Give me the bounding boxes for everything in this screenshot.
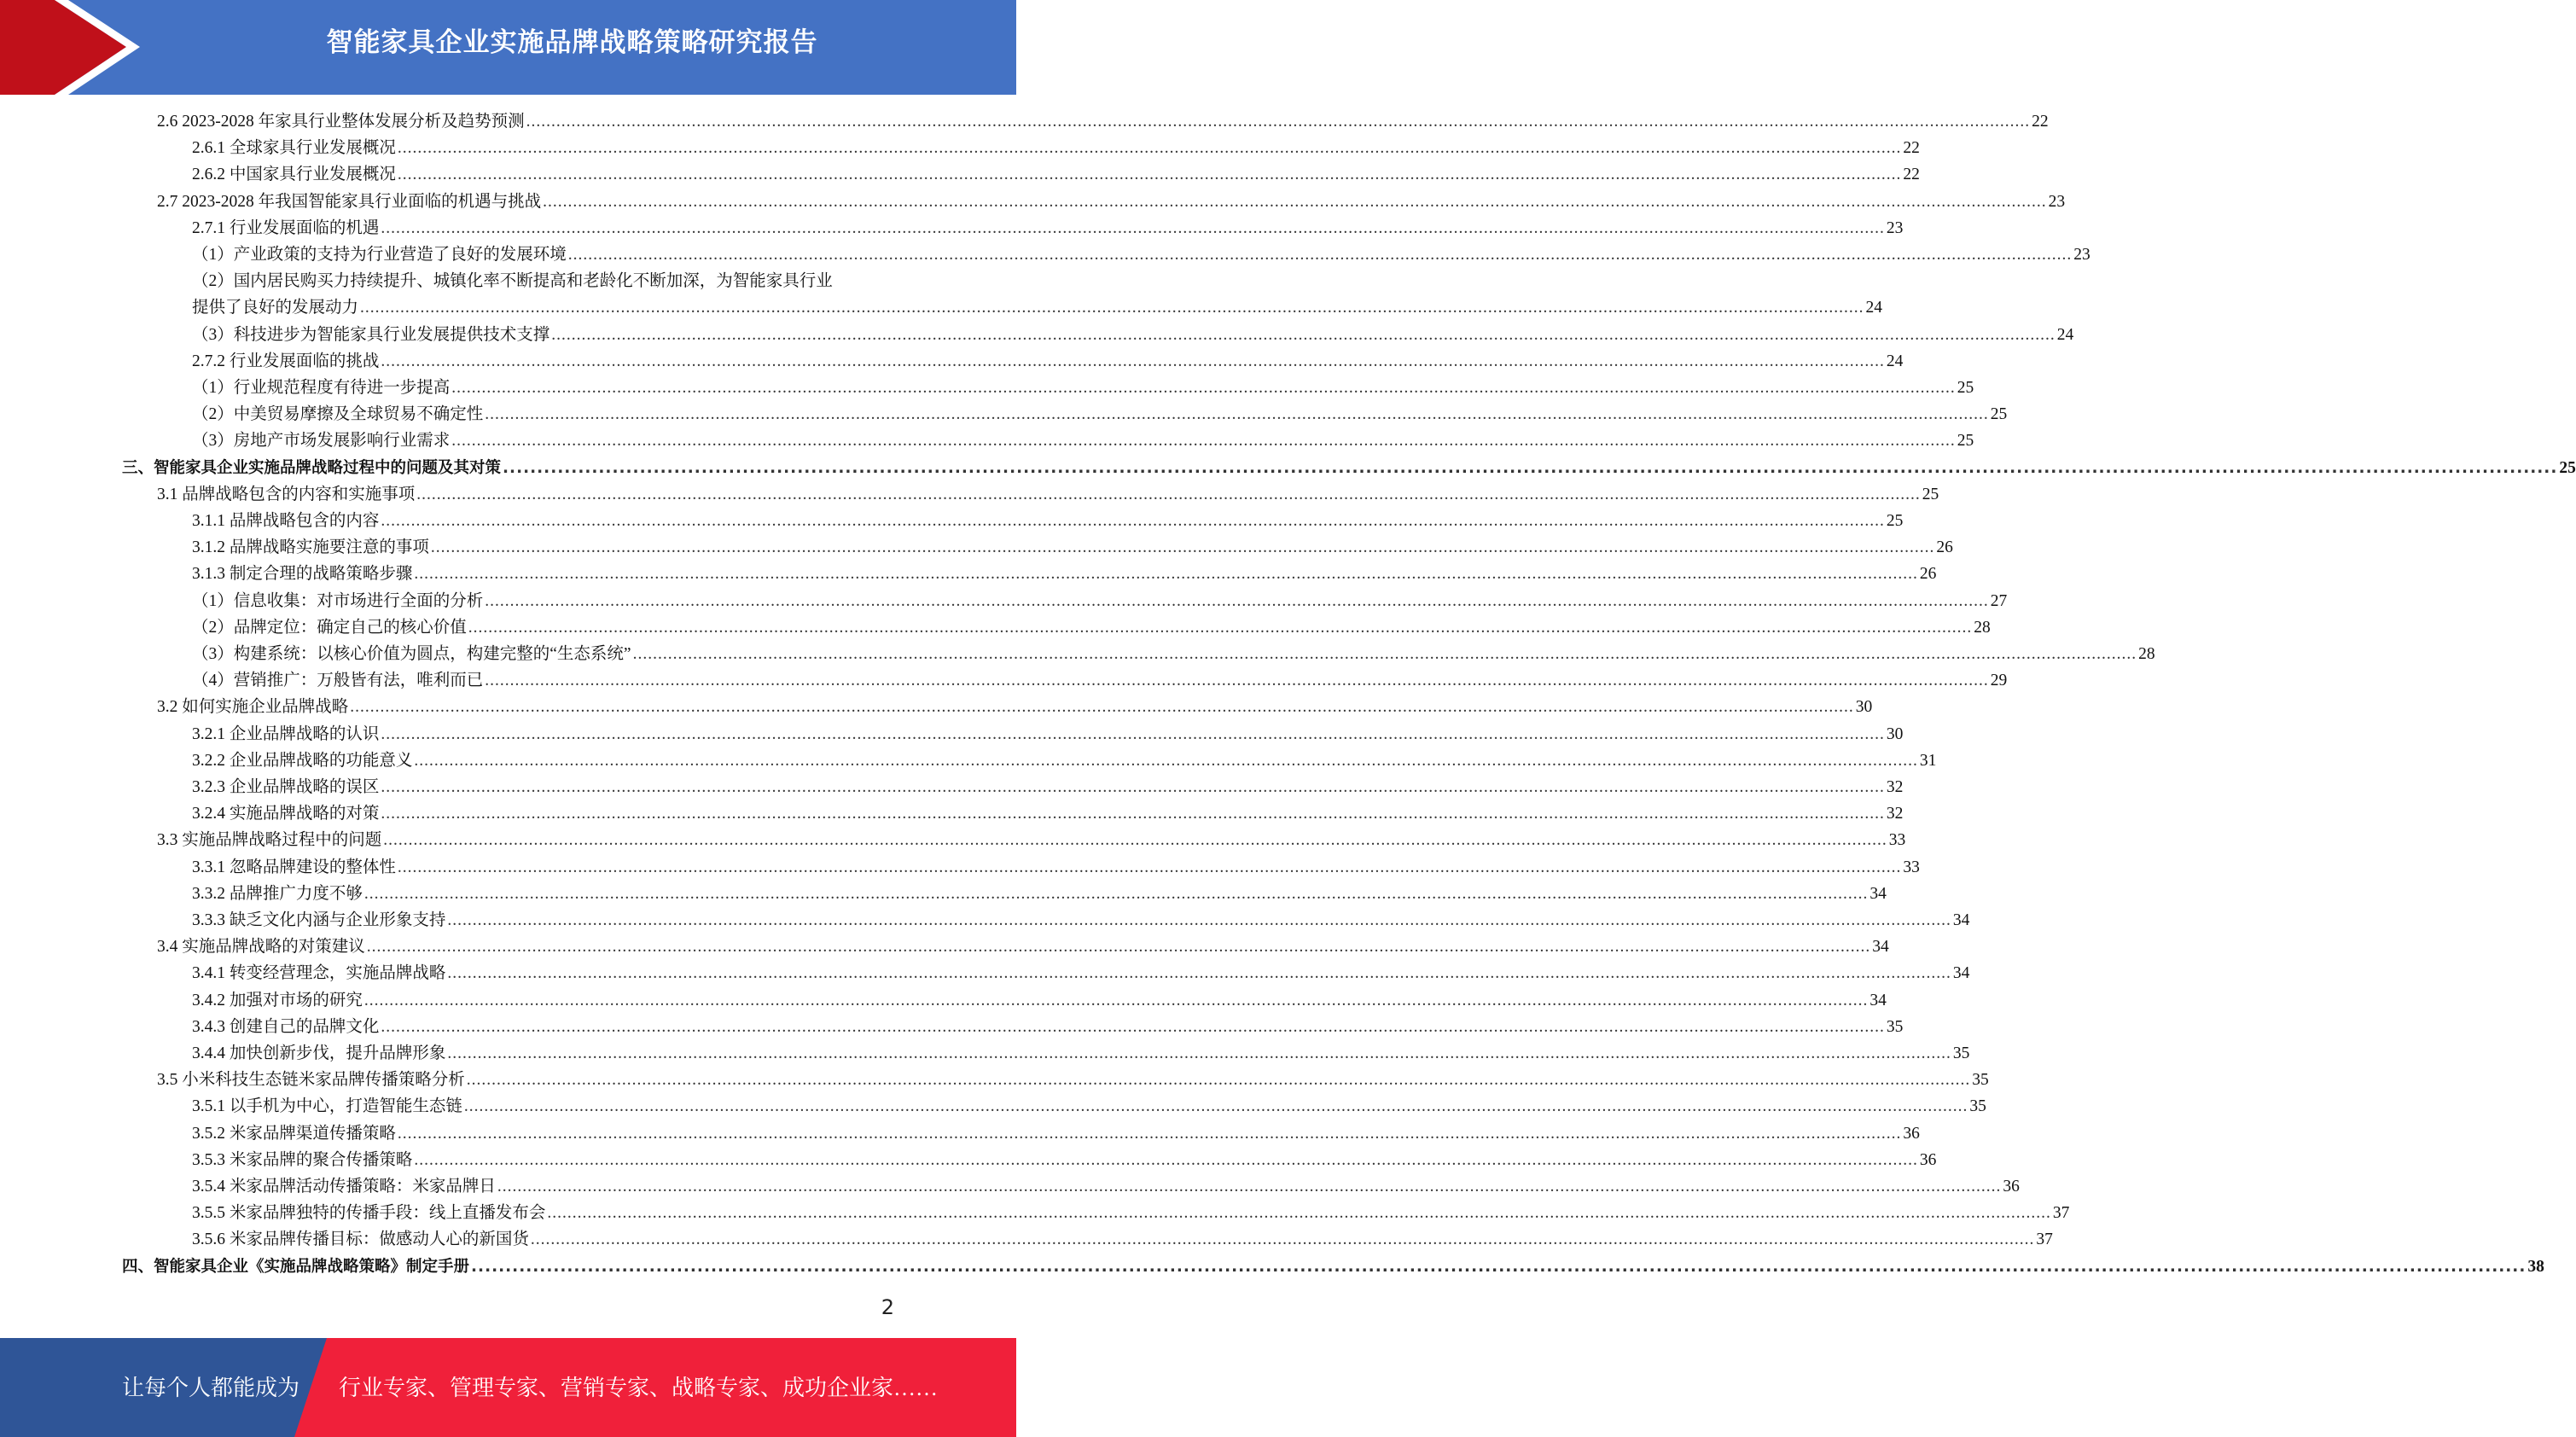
toc-entry-page: 32 xyxy=(1886,805,1904,823)
toc-entry-page: 22 xyxy=(1903,166,1920,183)
toc-entry-page: 22 xyxy=(2032,113,2049,131)
toc-entry-text: （4）营销推广：万般皆有法，唯利而已 xyxy=(192,672,484,689)
toc-leader-dots: ............................................................................................................................................................................................................................................................................................................ xyxy=(381,1018,1885,1036)
toc-leader-dots: ............................................................................................................................................................................................................................................................................................................ xyxy=(381,352,1885,370)
toc-entry[interactable] xyxy=(157,1067,1989,1093)
toc-entry-page: 30 xyxy=(1855,698,1873,716)
toc-entry-page: 25 xyxy=(1957,432,1974,450)
toc-entry-text: 三、智能家具企业实施品牌战略过程中的问题及其对策 xyxy=(122,459,502,477)
toc-leader-dots: ............................................................................................................................................................................................................................................................................................................ xyxy=(551,326,2056,344)
toc-entry-page: 36 xyxy=(1919,1151,1937,1169)
toc-leader-dots: ............................................................................................................................................................................................................................................................................................................ xyxy=(485,405,1989,423)
toc-entry-text: 3.5 小米科技生态链米家品牌传播策略分析 xyxy=(157,1071,465,1089)
toc-entry-text: 3.5.2 米家品牌渠道传播策略 xyxy=(192,1125,396,1143)
toc-entry[interactable] xyxy=(192,854,1920,881)
toc-entry-text: 2.7.2 行业发展面临的挑战 xyxy=(192,352,380,370)
toc-entry-page: 34 xyxy=(1952,964,1970,982)
toc-entry-text: 3.5.4 米家品牌活动传播策略：米家品牌日 xyxy=(192,1178,496,1196)
toc-entry[interactable] xyxy=(192,294,1883,321)
toc-entry-page: 35 xyxy=(1969,1097,1986,1115)
toc-leader-dots: ............................................................................................................................................................................................................................................................................................................ xyxy=(381,219,1885,237)
toc-entry-page: 25 xyxy=(1957,379,1974,397)
toc-entry-page: 32 xyxy=(1886,778,1904,796)
toc-entry[interactable] xyxy=(157,108,2049,135)
toc-entry-page: 22 xyxy=(1903,139,1920,157)
toc-entry[interactable] xyxy=(157,481,1939,508)
page-footer xyxy=(0,1338,1016,1437)
toc-entry-page: 23 xyxy=(1886,219,1904,237)
toc-entry-text: 四、智能家具企业《实施品牌战略策略》制定手册 xyxy=(122,1258,470,1276)
toc-leader-dots: ............................................................................................................................................................................................................................................................................................................ xyxy=(547,1204,2051,1222)
toc-entry-page: 37 xyxy=(2036,1230,2053,1248)
toc-leader-dots: ............................................................................................................................................................................................................................................................................................................ xyxy=(397,858,1902,876)
toc-entry-page: 35 xyxy=(1886,1018,1904,1036)
toc-entry[interactable] xyxy=(192,1040,1970,1067)
toc-entry[interactable] xyxy=(192,241,2090,268)
toc-entry-text: （3）构建系统：以核心价值为圆点，构建完整的“生态系统” xyxy=(192,645,631,663)
toc-leader-dots: ............................................................................................................................................................................................................................................................................................................ xyxy=(530,1230,2035,1248)
toc-entry[interactable] xyxy=(192,215,1904,241)
toc-entry-page: 24 xyxy=(1865,299,1883,317)
toc-entry-text: 2.7 2023-2028 年我国智能家具行业面临的机遇与挑战 xyxy=(157,193,542,211)
toc-entry-text: 3.5.5 米家品牌独特的传播手段：线上直播发布会 xyxy=(192,1204,546,1222)
toc-leader-dots: ............................................................................................................................................................................................................................................................................................................ xyxy=(397,166,1902,183)
toc-entry[interactable] xyxy=(192,907,1970,934)
toc-entry[interactable] xyxy=(192,748,1937,774)
toc-entry[interactable] xyxy=(192,428,1974,454)
toc-entry-text: （2）国内居民购买力持续提升、城镇化率不断提高和老龄化不断加深，为智能家具行业 xyxy=(192,272,833,290)
toc-entry-text: 3.4.3 创建自己的品牌文化 xyxy=(192,1018,380,1036)
toc-entry[interactable] xyxy=(192,1226,2053,1253)
toc-entry-text: 3.3.2 品牌推广力度不够 xyxy=(192,885,363,903)
toc-entry-text: 3.5.6 米家品牌传播目标：做感动人心的新国货 xyxy=(192,1230,529,1248)
toc-leader-dots: ............................................................................................................................................................................................................................................................................................................ xyxy=(463,1097,1968,1115)
toc-leader-dots: ............................................................................................................................................................................................................................................................................................................ xyxy=(366,938,1871,956)
toc-leader-dots: ............................................................................................................................................................................................................................................................................................................ xyxy=(414,1151,1918,1169)
toc-entry[interactable] xyxy=(122,1254,2544,1280)
toc-entry-text: （1）行业规范程度有待进一步提高 xyxy=(192,379,451,397)
toc-leader-dots: ............................................................................................................................................................................................................................................................................................................ xyxy=(414,565,1918,583)
toc-entry-page: 31 xyxy=(1919,752,1937,770)
toc-entry[interactable] xyxy=(192,1147,1937,1173)
toc-entry-text: （3）科技进步为智能家具行业发展提供技术支撑 xyxy=(192,326,550,344)
toc-entry-page: 38 xyxy=(2527,1258,2544,1276)
toc-entry-page: 34 xyxy=(1872,938,1889,956)
page-header xyxy=(0,0,1016,95)
toc-leader-dots: ............................................................................................................................................................................................................................................................................................................ xyxy=(414,752,1918,770)
toc-entry[interactable] xyxy=(192,1093,1986,1120)
toc-entry-page: 28 xyxy=(1974,619,1991,637)
toc-entry-text: 3.2.1 企业品牌战略的认识 xyxy=(192,725,380,743)
toc-entry-text: 3.5.3 米家品牌的聚合传播策略 xyxy=(192,1151,413,1169)
toc-entry-text: 3.2 如何实施企业品牌战略 xyxy=(157,698,349,716)
toc-entry-page: 26 xyxy=(1919,565,1937,583)
toc-entry-text: 2.7.1 行业发展面临的机遇 xyxy=(192,219,380,237)
toc-leader-dots: ............................................................................................................................................................................................................................................................................................................ xyxy=(381,778,1885,796)
toc-leader-dots: ............................................................................................................................................................................................................................................................................................................ xyxy=(360,299,1864,317)
toc-entry-page: 26 xyxy=(1936,538,1953,556)
toc-entry-text: （2）中美贸易摩擦及全球贸易不确定性 xyxy=(192,405,484,423)
toc-entry[interactable] xyxy=(157,934,1889,960)
toc-leader-dots: ............................................................................................................................................................................................................................................................................................................ xyxy=(381,512,1885,530)
toc-entry-text: 3.1.3 制定合理的战略策略步骤 xyxy=(192,565,413,583)
toc-leader-dots: ............................................................................................................................................................................................................................................................................................................ xyxy=(381,805,1885,823)
toc-entry-page: 23 xyxy=(2048,193,2066,211)
toc-entry[interactable] xyxy=(192,135,1920,161)
toc-leader-dots: ............................................................................................................................................................................................................................................................................................................ xyxy=(383,831,1887,849)
toc-entry-page: 34 xyxy=(1952,911,1970,929)
toc-entry-text: 2.6.2 中国家具行业发展概况 xyxy=(192,166,396,183)
toc-entry-page: 34 xyxy=(1869,992,1887,1009)
toc-leader-dots: ............................................................................................................................................................................................................................................................................................................ xyxy=(497,1178,2002,1196)
toc-entry[interactable] xyxy=(157,827,1906,853)
toc-entry[interactable] xyxy=(192,322,2074,348)
toc-leader-dots: ............................................................................................................................................................................................................................................................................................................ xyxy=(466,1071,1971,1089)
toc-entry-page: 23 xyxy=(2073,246,2090,264)
toc-leader-dots: ............................................................................................................................................................................................................................................................................................................ xyxy=(451,379,1956,397)
toc-entry[interactable] xyxy=(192,534,1953,561)
page-number: 2 xyxy=(881,1295,894,1319)
footer-slogan-left: 让每个人都能成为 xyxy=(122,1376,300,1400)
toc-entry-page: 29 xyxy=(1990,672,2008,689)
toc-leader-dots: ............................................................................................................................................................................................................................................................................................................ xyxy=(485,672,1989,689)
toc-entry-text: 3.1 品牌战略包含的内容和实施事项 xyxy=(157,486,416,503)
toc-leader-dots: ............................................................................................................................................................................................................................................................................................................ xyxy=(430,538,1935,556)
toc-entry[interactable] xyxy=(192,960,1970,986)
toc-leader-dots: ............................................................................................................................................................................................................................................................................................................ xyxy=(363,885,1869,903)
toc-entry-page: 33 xyxy=(1903,858,1920,876)
toc-entry-text: （1）产业政策的支持为行业营造了良好的发展环境 xyxy=(192,246,567,264)
toc-entry[interactable] xyxy=(192,881,1887,907)
toc-entry-text: 3.3 实施品牌战略过程中的问题 xyxy=(157,831,382,849)
toc-entry-text: （1）信息收集：对市场进行全面的分析 xyxy=(192,592,484,610)
toc-entry-page: 25 xyxy=(2559,459,2576,477)
toc-entry[interactable] xyxy=(192,401,2008,428)
toc-leader-dots: ............................................................................................................................................................................................................................................................................................................ xyxy=(471,1258,2527,1276)
toc-entry-text: 3.1.2 品牌战略实施要注意的事项 xyxy=(192,538,429,556)
toc-leader-dots: ............................................................................................................................................................................................................................................................................................................ xyxy=(632,645,2137,663)
toc-entry-page: 36 xyxy=(2003,1178,2020,1196)
toc-leader-dots: ............................................................................................................................................................................................................................................................................................................ xyxy=(468,619,1973,637)
toc-leader-dots: ............................................................................................................................................................................................................................................................................................................ xyxy=(543,193,2047,211)
toc-entry-page: 25 xyxy=(1886,512,1904,530)
toc-leader-dots: ............................................................................................................................................................................................................................................................................................................ xyxy=(397,139,1902,157)
toc-leader-dots: ............................................................................................................................................................................................................................................................................................................ xyxy=(447,911,1951,929)
toc-entry[interactable] xyxy=(192,375,1974,401)
toc-leader-dots: ............................................................................................................................................................................................................................................................................................................ xyxy=(447,1044,1951,1062)
toc-entry[interactable] xyxy=(192,641,2155,667)
toc-leader-dots: ............................................................................................................................................................................................................................................................................................................ xyxy=(447,964,1951,982)
toc-entry-page: 30 xyxy=(1886,725,1904,743)
toc-entry-text: 3.4.2 加强对市场的研究 xyxy=(192,992,363,1009)
toc-entry-page: 25 xyxy=(1922,486,1939,503)
toc-entry-page: 35 xyxy=(1952,1044,1970,1062)
toc-entry-page: 33 xyxy=(1888,831,1906,849)
toc-entry[interactable] xyxy=(192,561,1937,587)
toc-entry-page: 28 xyxy=(2138,645,2155,663)
toc-leader-dots: ............................................................................................................................................................................................................................................................................................................ xyxy=(397,1125,1902,1143)
toc-entry-text: 3.4 实施品牌战略的对策建议 xyxy=(157,938,365,956)
toc-entry-page: 27 xyxy=(1990,592,2008,610)
toc-entry-text: 3.2.3 企业品牌战略的误区 xyxy=(192,778,380,796)
toc-entry-text: 3.3.1 忽略品牌建设的整体性 xyxy=(192,858,396,876)
toc-entry[interactable] xyxy=(192,588,2008,614)
toc-leader-dots: ............................................................................................................................................................................................................................................................................................................ xyxy=(503,459,2558,477)
toc-entry-text: 提供了良好的发展动力 xyxy=(192,299,359,317)
toc-entry[interactable] xyxy=(122,455,2576,481)
toc-leader-dots: ............................................................................................................................................................................................................................................................................................................ xyxy=(567,246,2073,264)
toc-entry-text: （2）品牌定位：确定自己的核心价值 xyxy=(192,619,467,637)
toc-entry[interactable] xyxy=(192,1173,2020,1200)
toc-entry-text: 3.2.2 企业品牌战略的功能意义 xyxy=(192,752,413,770)
toc-entry[interactable] xyxy=(157,694,1873,720)
footer-slogan-right: 行业专家、管理专家、营销专家、战略专家、成功企业家…… xyxy=(339,1376,939,1400)
toc-entry-text: 2.6.1 全球家具行业发展概况 xyxy=(192,139,396,157)
report-title: 智能家具企业实施品牌战略策略研究报告 xyxy=(326,27,818,58)
toc-entry[interactable] xyxy=(192,508,1904,534)
toc-entry-page: 36 xyxy=(1903,1125,1920,1143)
toc-entry[interactable] xyxy=(157,189,2066,215)
toc-entry-page: 24 xyxy=(2056,326,2074,344)
toc-entry-page: 35 xyxy=(1972,1071,1989,1089)
toc-entry[interactable] xyxy=(192,987,1887,1014)
toc-entry[interactable] xyxy=(192,614,1991,641)
toc-entry[interactable] xyxy=(192,1120,1920,1147)
toc-leader-dots: ............................................................................................................................................................................................................................................................................................................ xyxy=(526,113,2031,131)
toc-entry[interactable] xyxy=(192,1014,1904,1040)
toc-entry-text: 3.2.4 实施品牌战略的对策 xyxy=(192,805,380,823)
toc-entry-text: 3.5.1 以手机为中心，打造智能生态链 xyxy=(192,1097,462,1115)
toc-leader-dots: ............................................................................................................................................................................................................................................................................................................ xyxy=(485,592,1989,610)
toc-entry[interactable] xyxy=(192,348,1904,375)
toc-entry[interactable] xyxy=(192,774,1904,800)
toc-entry[interactable] xyxy=(192,667,2008,694)
toc-leader-dots: ............................................................................................................................................................................................................................................................................................................ xyxy=(416,486,1921,503)
toc-entry-page: 24 xyxy=(1886,352,1904,370)
toc-entry-text: 3.1.1 品牌战略包含的内容 xyxy=(192,512,380,530)
toc-entry[interactable] xyxy=(192,721,1904,748)
toc-entry-text: 3.3.3 缺乏文化内涵与企业形象支持 xyxy=(192,911,446,929)
toc-leader-dots: ............................................................................................................................................................................................................................................................................................................ xyxy=(381,725,1885,743)
toc-entry-page: 37 xyxy=(2052,1204,2070,1222)
toc-entry-text: 3.4.1 转变经营理念，实施品牌战略 xyxy=(192,964,446,982)
toc-entry-text: （3）房地产市场发展影响行业需求 xyxy=(192,432,451,450)
toc-entry[interactable] xyxy=(192,800,1904,827)
toc-entry-page: 34 xyxy=(1869,885,1887,903)
toc-entry[interactable] xyxy=(192,1200,2070,1226)
toc-leader-dots: ............................................................................................................................................................................................................................................................................................................ xyxy=(363,992,1869,1009)
toc-entry-page: 25 xyxy=(1990,405,2008,423)
toc-leader-dots: ............................................................................................................................................................................................................................................................................................................ xyxy=(350,698,1854,716)
toc-entry[interactable] xyxy=(192,161,1920,188)
toc-entry-text: 3.4.4 加快创新步伐，提升品牌形象 xyxy=(192,1044,446,1062)
toc-leader-dots: ............................................................................................................................................................................................................................................................................................................ xyxy=(451,432,1956,450)
toc-entry-text: 2.6 2023-2028 年家具行业整体发展分析及趋势预测 xyxy=(157,113,525,131)
